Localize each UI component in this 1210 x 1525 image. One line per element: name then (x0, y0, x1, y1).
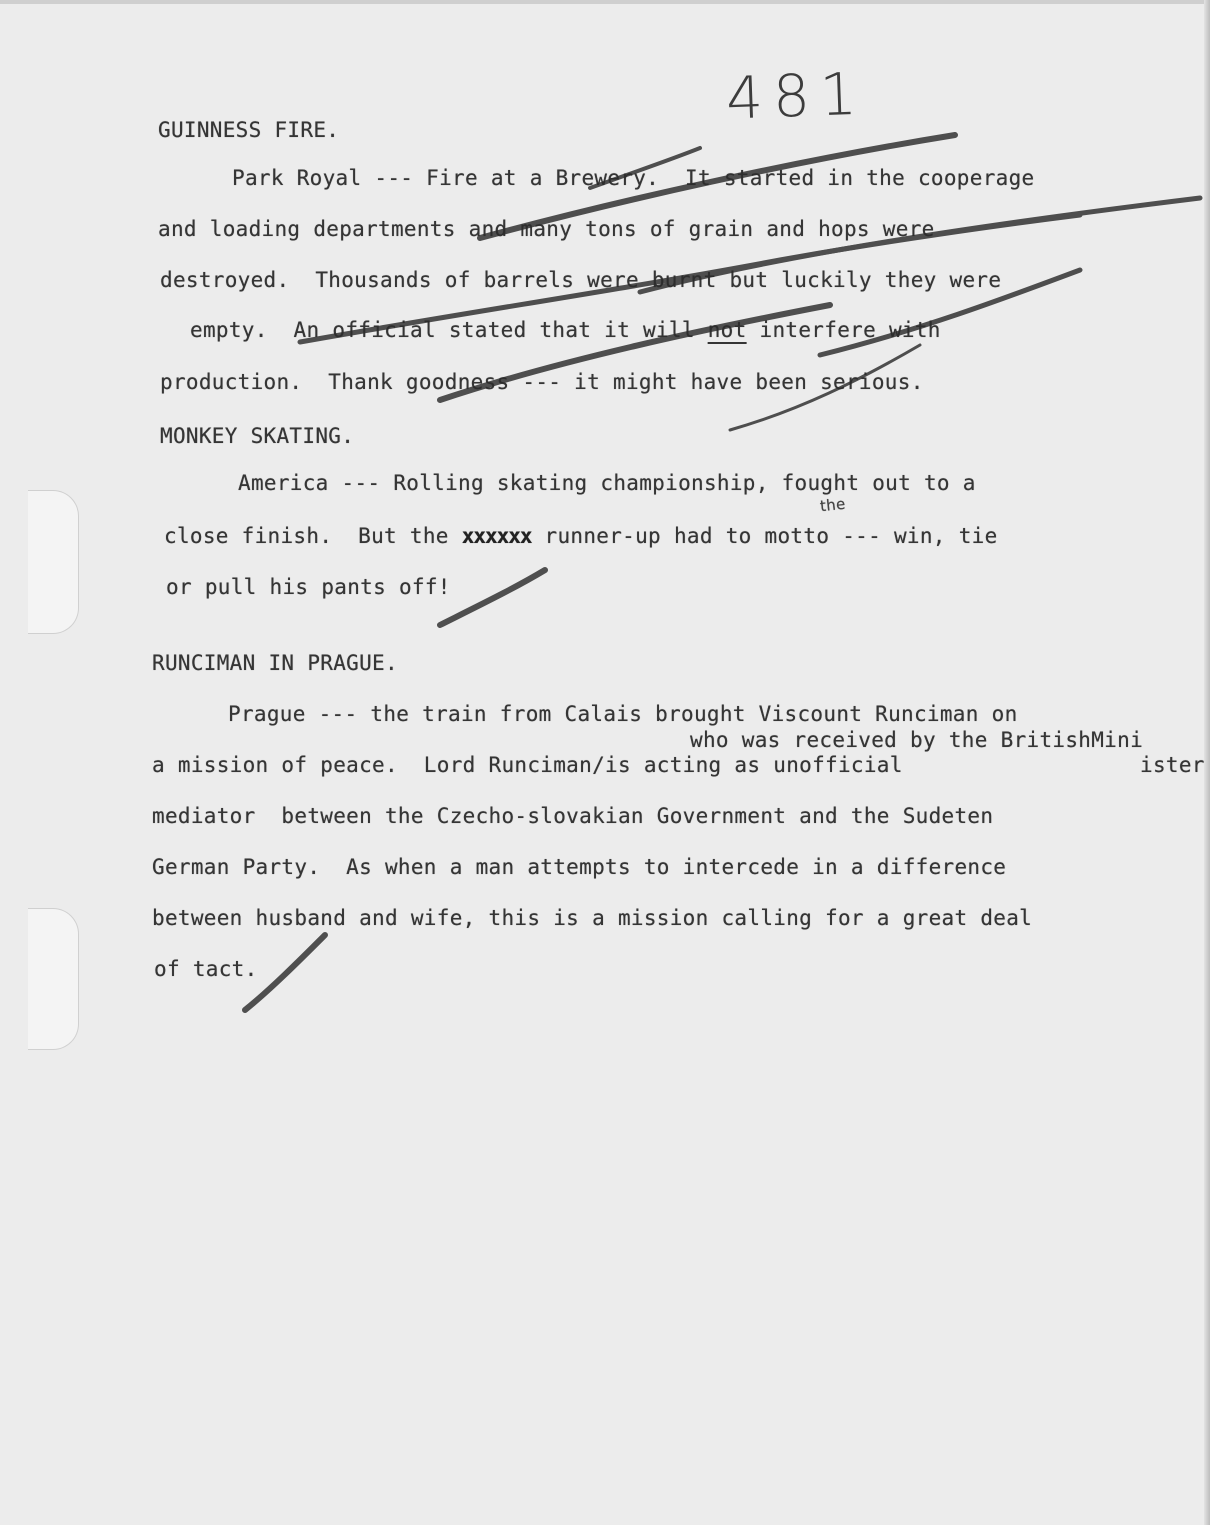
story-line: and loading departments and many tons of grain and hops were (158, 217, 935, 241)
story-line-with-strikeout (164, 524, 998, 548)
story-heading-runciman: RUNCIMAN IN PRAGUE. (152, 651, 398, 675)
story-line-part: runner-up had to motto --- win, tie (544, 524, 998, 548)
story-line: or pull his pants off! (166, 575, 451, 599)
story-line: America --- Rolling skating championship, fought out to a (238, 471, 976, 495)
story-heading-monkey: MONKEY SKATING. (160, 424, 355, 448)
pencil-stroke (440, 570, 545, 625)
typed-strikeout: xxxxxx (461, 524, 532, 548)
story-heading-guinness: GUINNESS FIRE. (158, 118, 340, 142)
story-line-with-underline (190, 318, 941, 342)
story-line: Prague --- the train from Calais brought Viscount Runciman on (228, 702, 1018, 726)
typed-insertion-continued: ister (1140, 753, 1205, 777)
story-line: Park Royal --- Fire at a Brewery. It started in the cooperage (232, 166, 1035, 190)
story-line: of tact. (154, 957, 258, 981)
story-line: between husband and wife, this is a mission calling for a great deal (152, 906, 1033, 930)
binder-holes-lower (28, 908, 79, 1050)
page-top-edge (0, 0, 1210, 4)
story-line-part: close finish. But the (164, 524, 449, 548)
story-line: production. Thank goodness --- it might have been serious. (160, 370, 924, 394)
page-number: 481 (724, 59, 868, 133)
story-line: a mission of peace. Lord Runciman/is acting as unofficial (152, 753, 903, 777)
story-line: destroyed. Thousands of barrels were burnt but luckily they were (160, 268, 1002, 292)
story-line-part: interfere with (759, 318, 941, 342)
story-line: German Party. As when a man attempts to intercede in a difference (152, 855, 1007, 879)
story-line: mediator between the Czecho-slovakian Government and the Sudeten (152, 804, 994, 828)
story-line-part: empty. An official stated that it will (190, 318, 695, 342)
handwritten-correction: the (819, 494, 847, 516)
binder-holes-upper (28, 490, 79, 634)
typed-insertion: who was received by the BritishMini (690, 728, 1144, 752)
underlined-word: not (707, 318, 747, 342)
